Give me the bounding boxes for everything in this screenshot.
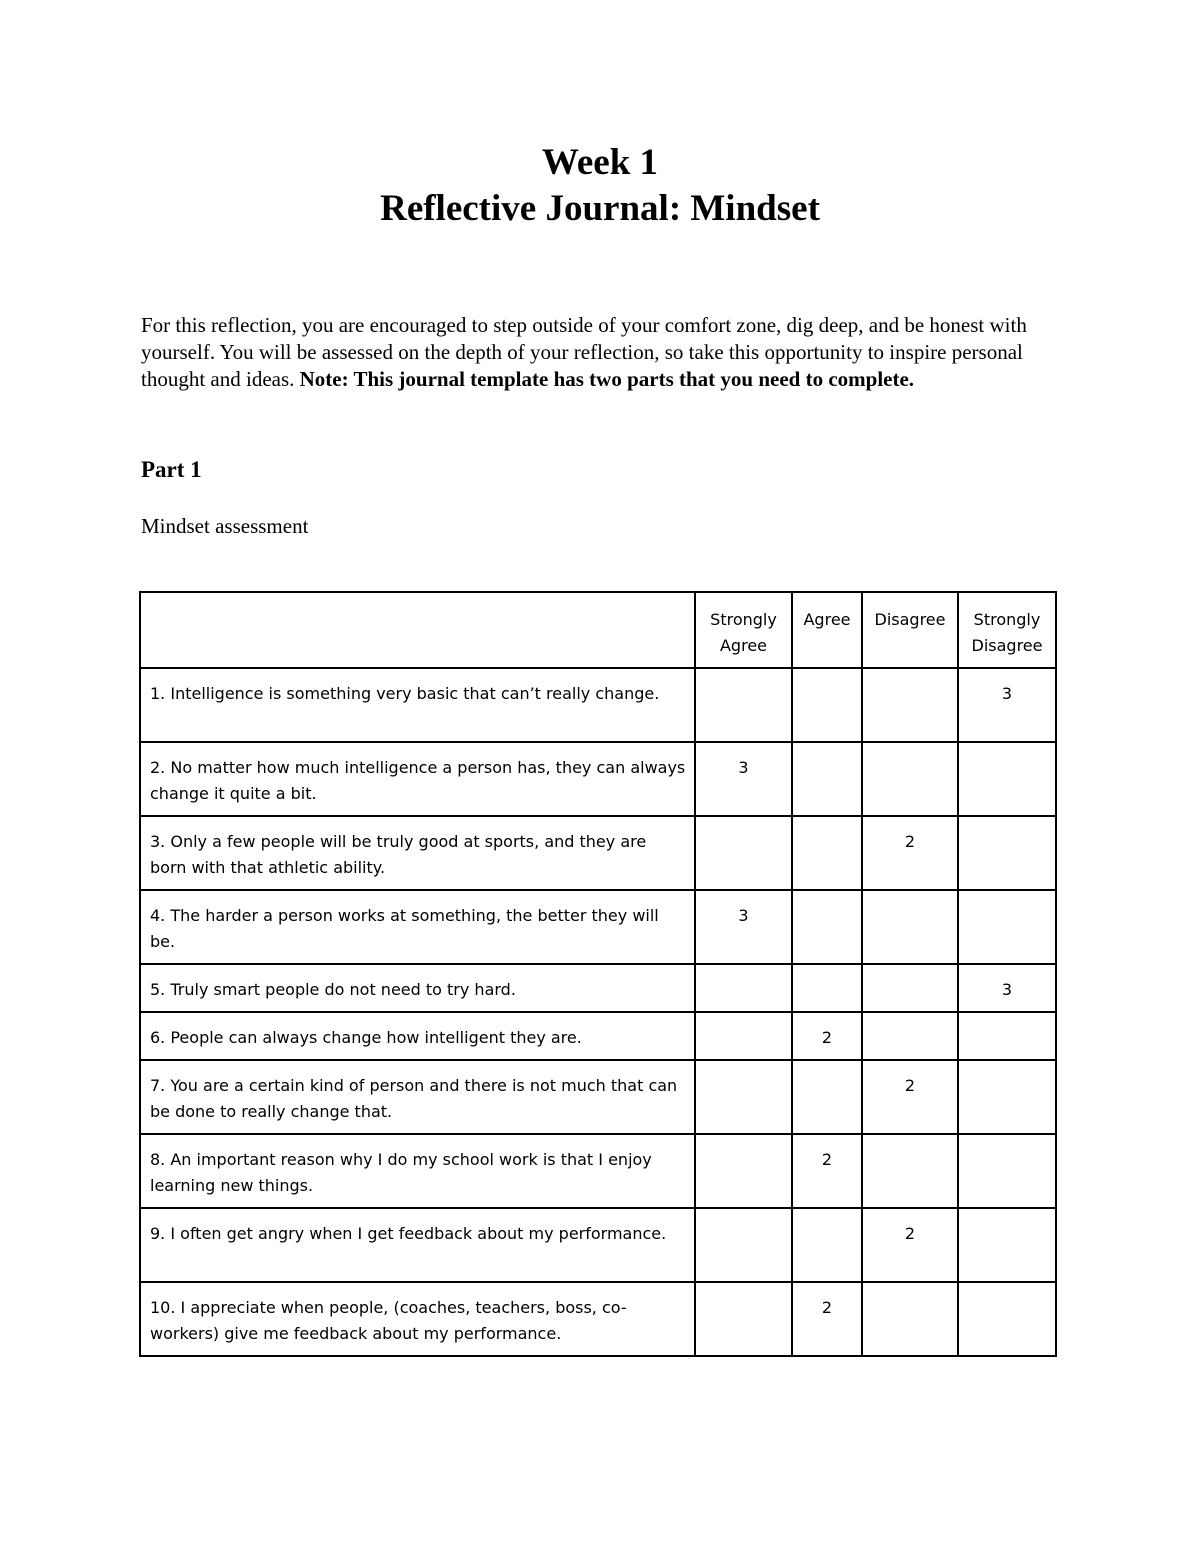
- strongly-agree-cell[interactable]: [695, 668, 792, 742]
- table-row: [140, 964, 1056, 1012]
- strongly-disagree-cell[interactable]: 3: [958, 964, 1056, 1012]
- strongly-agree-cell[interactable]: 3: [695, 890, 792, 964]
- statement-cell: 3. Only a few people will be truly good at sports, and they are born with that athletic ability.: [140, 816, 695, 890]
- table-row: [140, 668, 1056, 742]
- statement-cell: 1. Intelligence is something very basic that can’t really change.: [140, 668, 695, 742]
- strongly-agree-cell[interactable]: [695, 1208, 792, 1282]
- strongly-disagree-cell[interactable]: [958, 742, 1056, 816]
- table-row: [140, 1208, 1056, 1282]
- agree-cell[interactable]: [792, 742, 862, 816]
- disagree-cell[interactable]: [862, 742, 958, 816]
- agree-cell[interactable]: 2: [792, 1282, 862, 1356]
- strongly-disagree-cell[interactable]: [958, 1012, 1056, 1060]
- part-1-heading: Part 1: [141, 457, 202, 482]
- table-row: [140, 742, 1056, 816]
- agree-cell[interactable]: [792, 1060, 862, 1134]
- statement-cell: 7. You are a certain kind of person and there is not much that can be done to really change that.: [140, 1060, 695, 1134]
- strongly-agree-cell[interactable]: [695, 1012, 792, 1060]
- intro-paragraph: [141, 312, 1061, 393]
- statement-cell: 2. No matter how much intelligence a person has, they can always change it quite a bit.: [140, 742, 695, 816]
- mindset-assessment-label: Mindset assessment: [141, 514, 309, 538]
- strongly-agree-cell[interactable]: [695, 964, 792, 1012]
- table-row: [140, 816, 1056, 890]
- agree-cell[interactable]: 2: [792, 1012, 862, 1060]
- disagree-cell[interactable]: 2: [862, 1208, 958, 1282]
- table-row: [140, 890, 1056, 964]
- statement-cell: 6. People can always change how intelligent they are.: [140, 1012, 695, 1060]
- disagree-cell[interactable]: [862, 1282, 958, 1356]
- statement-cell: 9. I often get angry when I get feedback about my performance.: [140, 1208, 695, 1282]
- disagree-cell[interactable]: [862, 964, 958, 1012]
- agree-cell[interactable]: [792, 816, 862, 890]
- title-week: Week 1: [541, 142, 659, 183]
- table-header-row: [140, 592, 1056, 668]
- strongly-disagree-cell[interactable]: [958, 816, 1056, 890]
- header-strongly-agree: Strongly Agree: [695, 592, 792, 668]
- intro-note: Note: This journal template has two parts that you need to complete.: [299, 367, 915, 391]
- agree-cell[interactable]: [792, 890, 862, 964]
- strongly-disagree-cell[interactable]: [958, 1060, 1056, 1134]
- table-row: [140, 1134, 1056, 1208]
- agree-cell[interactable]: [792, 668, 862, 742]
- statement-cell: 8. An important reason why I do my school work is that I enjoy learning new things.: [140, 1134, 695, 1208]
- strongly-agree-cell[interactable]: 3: [695, 742, 792, 816]
- disagree-cell[interactable]: [862, 890, 958, 964]
- statement-cell: 10. I appreciate when people, (coaches, teachers, boss, co-workers) give me feedback about my performance.: [140, 1282, 695, 1356]
- strongly-agree-cell[interactable]: [695, 1134, 792, 1208]
- agree-cell[interactable]: 2: [792, 1134, 862, 1208]
- header-statement: [140, 592, 695, 668]
- disagree-cell[interactable]: [862, 1012, 958, 1060]
- strongly-disagree-cell[interactable]: 3: [958, 668, 1056, 742]
- table-row: [140, 1060, 1056, 1134]
- mindset-assessment-table: [139, 591, 1057, 1357]
- disagree-cell[interactable]: [862, 668, 958, 742]
- strongly-disagree-cell[interactable]: [958, 890, 1056, 964]
- strongly-agree-cell[interactable]: [695, 1282, 792, 1356]
- agree-cell[interactable]: [792, 964, 862, 1012]
- strongly-agree-cell[interactable]: [695, 816, 792, 890]
- disagree-cell[interactable]: 2: [862, 816, 958, 890]
- disagree-cell[interactable]: 2: [862, 1060, 958, 1134]
- strongly-agree-cell[interactable]: [695, 1060, 792, 1134]
- table-row: [140, 1282, 1056, 1356]
- page-title: [0, 140, 1200, 232]
- strongly-disagree-cell[interactable]: [958, 1134, 1056, 1208]
- intro-text: For this reflection, you are encouraged to step outside of your comfort zone, dig deep, and be honest with yourself. You will be assessed on the depth of your reflection, so take this opportunity to inspire personal thought and ideas.: [141, 313, 1027, 391]
- header-strongly-disagree: Strongly Disagree: [958, 592, 1056, 668]
- statement-cell: 4. The harder a person works at something, the better they will be.: [140, 890, 695, 964]
- title-journal: Reflective Journal: Mindset: [380, 188, 820, 229]
- strongly-disagree-cell[interactable]: [958, 1282, 1056, 1356]
- strongly-disagree-cell[interactable]: [958, 1208, 1056, 1282]
- disagree-cell[interactable]: [862, 1134, 958, 1208]
- header-disagree: Disagree: [862, 592, 958, 668]
- statement-cell: 5. Truly smart people do not need to try hard.: [140, 964, 695, 1012]
- table-row: [140, 1012, 1056, 1060]
- agree-cell[interactable]: [792, 1208, 862, 1282]
- header-agree: Agree: [792, 592, 862, 668]
